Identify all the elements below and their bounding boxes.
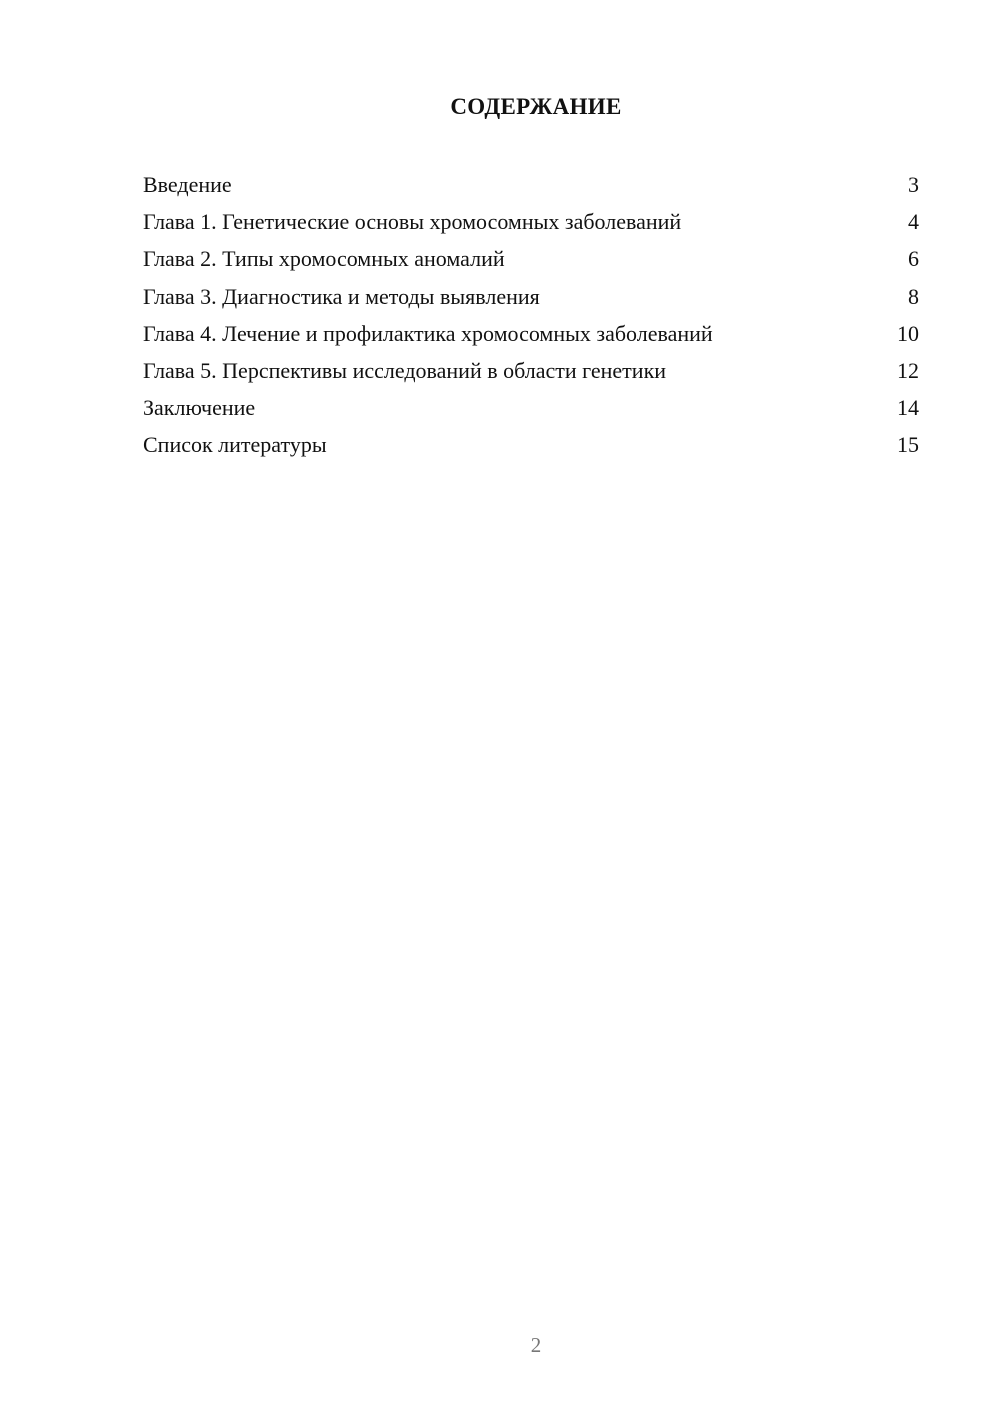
toc-entry-page: 12 (897, 357, 919, 383)
toc-entry-label: Глава 1. Генетические основы хромосомных заболеваний (143, 209, 682, 235)
toc-entry-label: Глава 3. Диагностика и методы выявления (143, 283, 540, 309)
toc-entry-label: Список литературы (143, 432, 327, 458)
toc-entry-label: Глава 2. Типы хромосомных аномалий (143, 246, 505, 272)
toc-entry-conclusion (143, 392, 919, 429)
toc-entry-chapter-3 (143, 281, 919, 318)
toc-heading: СОДЕРЖАНИЕ (450, 94, 622, 119)
toc-entry-label: Заключение (143, 395, 256, 421)
toc-entry-page: 6 (908, 246, 919, 272)
toc-entry-page: 10 (897, 320, 919, 346)
toc-entry-page: 8 (908, 283, 919, 309)
toc-entry-page: 3 (908, 172, 919, 197)
table-of-contents (143, 169, 919, 467)
toc-entry-label: Глава 5. Перспективы исследований в области генетики (143, 357, 667, 383)
toc-entry-page: 14 (897, 395, 919, 421)
toc-entry-page: 4 (908, 209, 919, 235)
toc-entry-introduction (143, 169, 919, 206)
toc-entry-chapter-5 (143, 355, 919, 392)
toc-entry-chapter-1 (143, 206, 919, 243)
page-number: 2 (530, 1333, 542, 1357)
toc-entry-chapter-2 (143, 243, 919, 280)
toc-entry-page: 15 (897, 432, 919, 458)
toc-entry-references (143, 429, 919, 466)
toc-entry-label: Глава 4. Лечение и профилактика хромосомных заболеваний (143, 320, 713, 346)
toc-entry-chapter-4 (143, 318, 919, 355)
toc-entry-label: Введение (143, 172, 232, 197)
